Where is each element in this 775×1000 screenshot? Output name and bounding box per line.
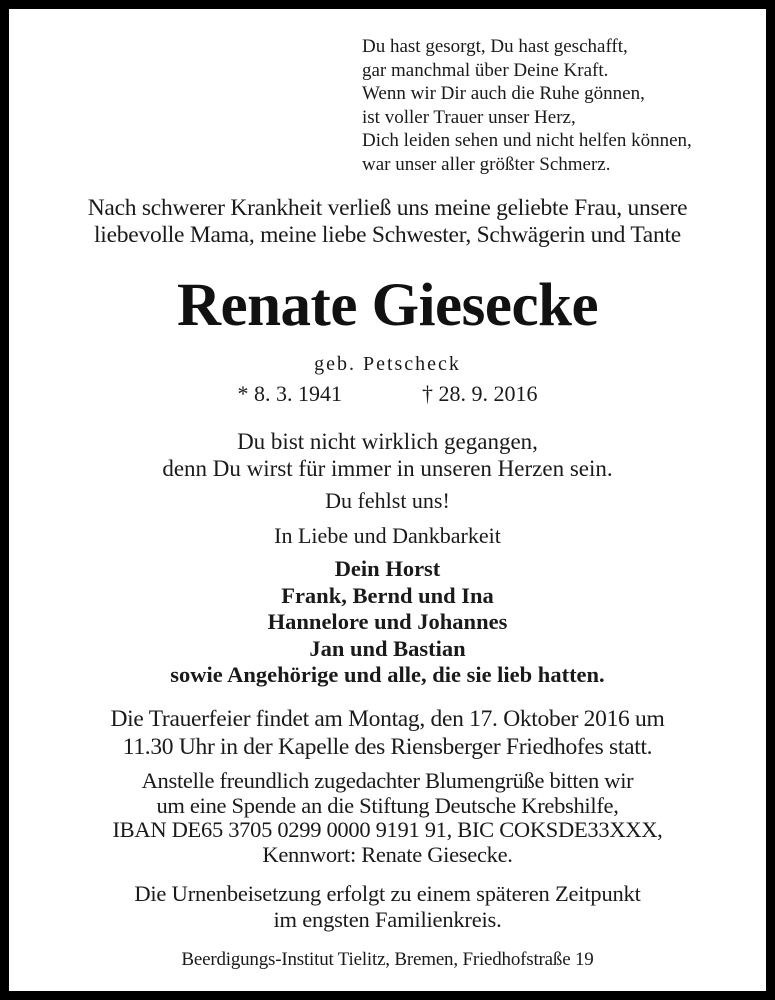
birth-name: geb. Petscheck: [314, 353, 461, 375]
poem: [362, 35, 692, 177]
intro-line: Nach schwerer Krankheit verließ uns meine geliebte Frau, unsere: [87, 195, 688, 221]
life-dates: [9, 380, 766, 408]
birth-date: * 8. 3. 1941: [237, 381, 342, 406]
memorial-quote: [9, 428, 766, 482]
undertaker-info: Beerdigungs-Institut Tielitz, Bremen, Friedhofstraße 19: [181, 949, 594, 970]
quote-line: denn Du wirst für immer in unseren Herzen sein.: [162, 456, 613, 481]
family-signatures: [9, 556, 766, 689]
poem-line: gar manchmal über Deine Kraft.: [362, 59, 609, 81]
service-line: 11.30 Uhr in der Kapelle des Riensberger Friedhofes statt.: [122, 734, 653, 760]
family-line: Frank, Bernd und Ina: [281, 582, 494, 608]
gratitude-text: In Liebe und Dankbarkeit: [274, 523, 501, 548]
poem-line: Du hast gesorgt, Du hast geschafft,: [362, 36, 628, 57]
poem-line: Dich leiden sehen und nicht helfen können,: [362, 130, 692, 152]
poem-line: ist voller Trauer unser Herz,: [362, 106, 576, 128]
donation-line: Kennwort: Renate Giesecke.: [262, 841, 513, 867]
service-line: Die Trauerfeier findet am Montag, den 17. Oktober 2016 um: [110, 706, 665, 732]
donation-info: [9, 769, 766, 867]
burial-info: [9, 881, 766, 933]
donation-line: Anstelle freundlich zugedachter Blumengrüße bitten wir: [141, 768, 634, 793]
family-line: Dein Horst: [334, 556, 441, 581]
poem-line: Wenn wir Dir auch die Ruhe gönnen,: [362, 83, 645, 105]
family-line: sowie Angehörige und alle, die sie lieb hatten.: [170, 662, 605, 687]
family-line: Jan und Bastian: [309, 635, 466, 661]
burial-line: im engsten Familienkreis.: [273, 907, 502, 932]
intro-text: [9, 195, 766, 249]
donation-line: IBAN DE65 3705 0299 0000 9191 91, BIC COKSDE33XXX,: [112, 817, 663, 842]
donation-line: um eine Spende an die Stiftung Deutsche Krebshilfe,: [156, 792, 619, 818]
funeral-service-info: [9, 705, 766, 761]
burial-line: Die Urnenbeisetzung erfolgt zu einem späteren Zeitpunkt: [134, 881, 641, 906]
miss-you-text: Du fehlst uns!: [325, 488, 450, 513]
family-line: Hannelore und Johannes: [267, 609, 508, 634]
death-date: † 28. 9. 2016: [422, 381, 538, 406]
quote-line: Du bist nicht wirklich gegangen,: [237, 429, 538, 454]
intro-line: liebevolle Mama, meine liebe Schwester, Schwägerin und Tante: [94, 222, 681, 248]
deceased-name: Renate Giesecke: [176, 272, 599, 339]
poem-line: war unser aller größter Schmerz.: [362, 153, 611, 175]
